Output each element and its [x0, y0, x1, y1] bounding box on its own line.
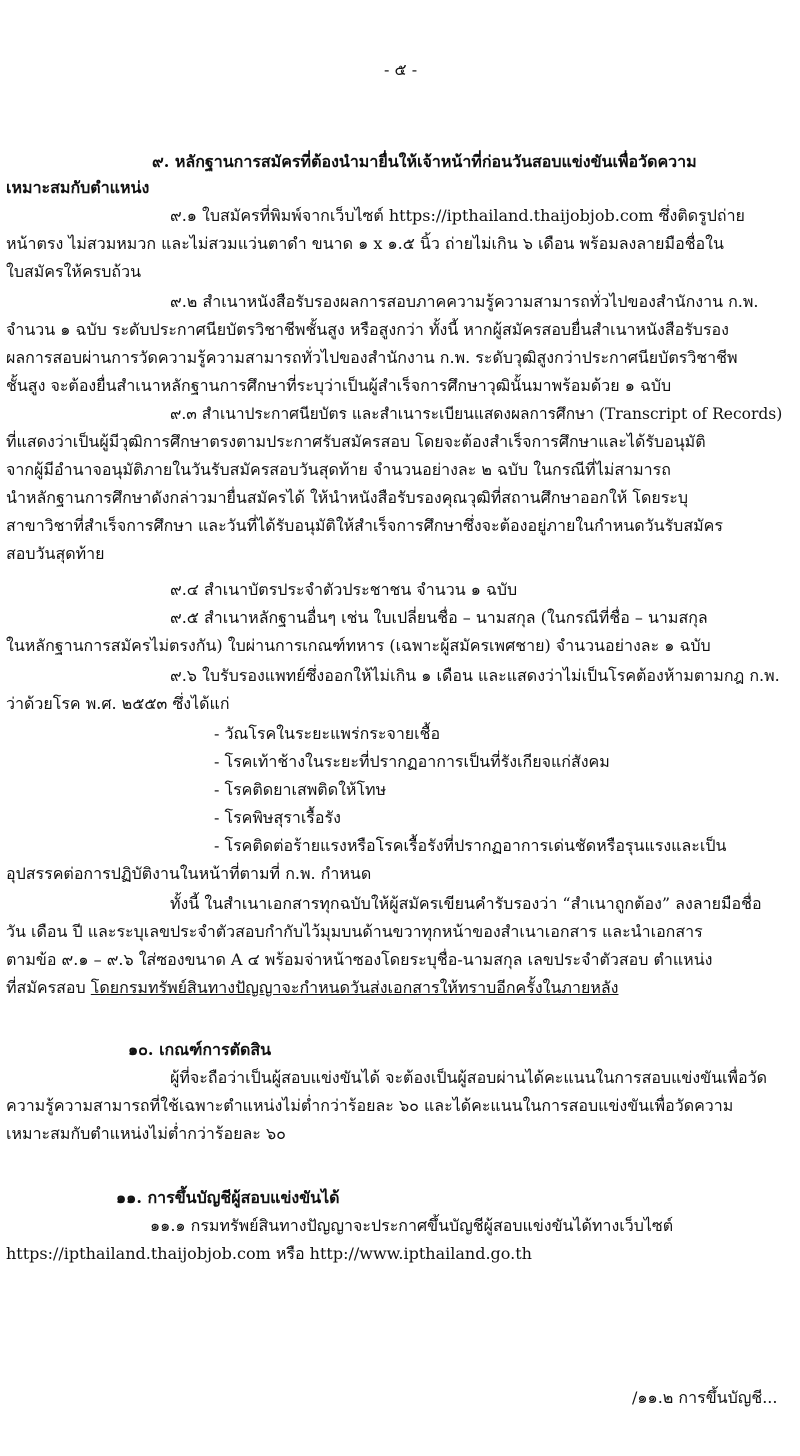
documents-note-line: ทั้งนี้ ในสำเนาเอกสารทุกฉบับให้ผู้สมัครเขียนคำรับรองว่า “สำเนาถูกต้อง” ลงลายมือชื่อ	[170, 894, 762, 913]
criteria-line: ความรู้ความสามารถที่ใช้เฉพาะตำแหน่งไม่ต่ำกว่าร้อยละ ๖๐ และได้คะแนนในการสอบแข่งขันเพื่อวัดความ	[6, 1096, 734, 1115]
continuation-note: /๑๑.๒ การขึ้นบัญชี...	[632, 1388, 778, 1407]
criteria-line: เหมาะสมกับตำแหน่งไม่ต่ำกว่าร้อยละ ๖๐	[6, 1124, 286, 1143]
documents-note-last-line	[6, 976, 618, 1000]
item-9-1-line: ใบสมัครให้ครบถ้วน	[6, 262, 141, 281]
item-9-3-line: สาขาวิชาที่สำเร็จการศึกษา และวันที่ได้รับอนุมัติให้สำเร็จการศึกษาซึ่งจะต้องอยู่ภายในกำหนดวันรับสมัคร	[6, 516, 723, 535]
section-11-title: ๑๑. การขึ้นบัญชีผู้สอบแข่งขันได้	[116, 1188, 340, 1207]
page-number: - ๕ -	[384, 60, 418, 79]
disease-list-item: - โรคติดยาเสพติดให้โทษ	[214, 780, 387, 799]
disease-list-item-cont: อุปสรรคต่อการปฏิบัติงานในหน้าที่ตามที่ ก.พ. กำหนด	[6, 864, 372, 883]
section-10-title: ๑๐. เกณฑ์การตัดสิน	[128, 1040, 272, 1059]
item-9-3-line: ๙.๓ สำเนาประกาศนียบัตร และสำเนาระเบียนแสดงผลการศึกษา (Transcript of Records)	[170, 405, 783, 423]
documents-submission-notice: โดยกรมทรัพย์สินทางปัญญาจะกำหนดวันส่งเอกสารให้ทราบอีกครั้งในภายหลัง	[90, 978, 619, 997]
item-9-5-line: ในหลักฐานการสมัครไม่ตรงกัน) ใบผ่านการเกณฑ์ทหาร (เฉพาะผู้สมัครเพศชาย) จำนวนอย่างละ ๑ ฉบับ	[6, 636, 711, 655]
item-9-2-line: ชั้นสูง จะต้องยื่นสำเนาหลักฐานการศึกษาที่ระบุว่าเป็นผู้สำเร็จการศึกษาวุฒินั้นมาพร้อมด้วย ๑ ฉบับ	[6, 376, 672, 395]
documents-note-plain: ที่สมัครสอบ	[6, 978, 91, 997]
section-9-title-cont: เหมาะสมกับตำแหน่ง	[6, 178, 150, 197]
disease-list-item: - โรคติดต่อร้ายแรงหรือโรคเรื้อรังที่ปรากฏอาการเด่นชัดหรือรุนแรงและเป็น	[214, 836, 727, 855]
item-9-1-line: ๙.๑ ใบสมัครที่พิมพ์จากเว็บไซต์ https://ipthailand.thaijobjob.com ซึ่งติดรูปถ่าย	[170, 206, 745, 225]
section-9-title: ๙. หลักฐานการสมัครที่ต้องนำมายื่นให้เจ้าหน้าที่ก่อนวันสอบแข่งขันเพื่อวัดความ	[152, 152, 697, 171]
criteria-line: ผู้ที่จะถือว่าเป็นผู้สอบแข่งขันได้ จะต้องเป็นผู้สอบผ่านได้คะแนนในการสอบแข่งขันเพื่อวัด	[170, 1068, 768, 1087]
item-9-2-line: จำนวน ๑ ฉบับ ระดับประกาศนียบัตรวิชาชีพชั้นสูง หรือสูงกว่า ทั้งนี้ หากผู้สมัครสอบยื่นสำเนาหนังสือรับรอง	[6, 320, 729, 339]
item-9-3-line: นำหลักฐานการศึกษาดังกล่าวมายื่นสมัครได้ ให้นำหนังสือรับรองคุณวุฒิที่สถานศึกษาออกให้ โดยระบุ	[6, 488, 689, 507]
disease-list-item: - วัณโรคในระยะแพร่กระจายเชื้อ	[214, 724, 441, 743]
documents-note-line: ตามข้อ ๙.๑ – ๙.๖ ใส่ซองขนาด A ๔ พร้อมจ่าหน้าซองโดยระบุชื่อ-นามสกุล เลขประจำตัวสอบ ตำแหน่ง	[6, 950, 713, 969]
item-9-3-line: ที่แสดงว่าเป็นผู้มีวุฒิการศึกษาตรงตามประกาศรับสมัครสอบ โดยจะต้องสำเร็จการศึกษาและได้รับอนุมัติ	[6, 432, 706, 451]
item-9-2-line: ๙.๒ สำเนาหนังสือรับรองผลการสอบภาคความรู้ความสามารถทั่วไปของสำนักงาน ก.พ.	[170, 292, 759, 311]
item-9-1-line: หน้าตรง ไม่สวมหมวก และไม่สวมแว่นตาดำ ขนาด ๑ x ๑.๕ นิ้ว ถ่ายไม่เกิน ๖ เดือน พร้อมลงลายมือชื่อใน	[6, 234, 724, 253]
documents-note-line: วัน เดือน ปี และระบุเลขประจำตัวสอบกำกับไว้มุมบนด้านขวาทุกหน้าของสำเนาเอกสาร และนำเอกสาร	[6, 922, 703, 941]
section-11-line: https://ipthailand.thaijobjob.com หรือ http://www.ipthailand.go.th	[6, 1244, 532, 1263]
item-9-2-line: ผลการสอบผ่านการวัดความรู้ความสามารถทั่วไปของสำนักงาน ก.พ. ระดับวุฒิสูงกว่าประกาศนียบัตรวิชาชีพ	[6, 348, 738, 367]
item-9-4: ๙.๔ สำเนาบัตรประจำตัวประชาชน จำนวน ๑ ฉบับ	[170, 580, 518, 599]
item-9-6-line: ๙.๖ ใบรับรองแพทย์ซึ่งออกให้ไม่เกิน ๑ เดือน และแสดงว่าไม่เป็นโรคต้องห้ามตามกฎ ก.พ.	[170, 666, 780, 685]
section-11-line: ๑๑.๑ กรมทรัพย์สินทางปัญญาจะประกาศขึ้นบัญชีผู้สอบแข่งขันได้ทางเว็บไซต์	[150, 1216, 674, 1235]
item-9-3-line: จากผู้มีอำนาจอนุมัติภายในวันรับสมัครสอบวันสุดท้าย จำนวนอย่างละ ๒ ฉบับ ในกรณีที่ไม่สามารถ	[6, 460, 671, 479]
item-9-5-line: ๙.๕ สำเนาหลักฐานอื่นๆ เช่น ใบเปลี่ยนชื่อ – นามสกุล (ในกรณีที่ชื่อ – นามสกุล	[170, 608, 708, 627]
disease-list-item: - โรคพิษสุราเรื้อรัง	[214, 808, 341, 827]
item-9-3-line: สอบวันสุดท้าย	[6, 544, 105, 563]
item-9-6-line: ว่าด้วยโรค พ.ศ. ๒๕๕๓ ซึ่งได้แก่	[6, 694, 230, 713]
disease-list-item: - โรคเท้าช้างในระยะที่ปรากฏอาการเป็นที่รังเกียจแก่สังคม	[214, 752, 610, 771]
